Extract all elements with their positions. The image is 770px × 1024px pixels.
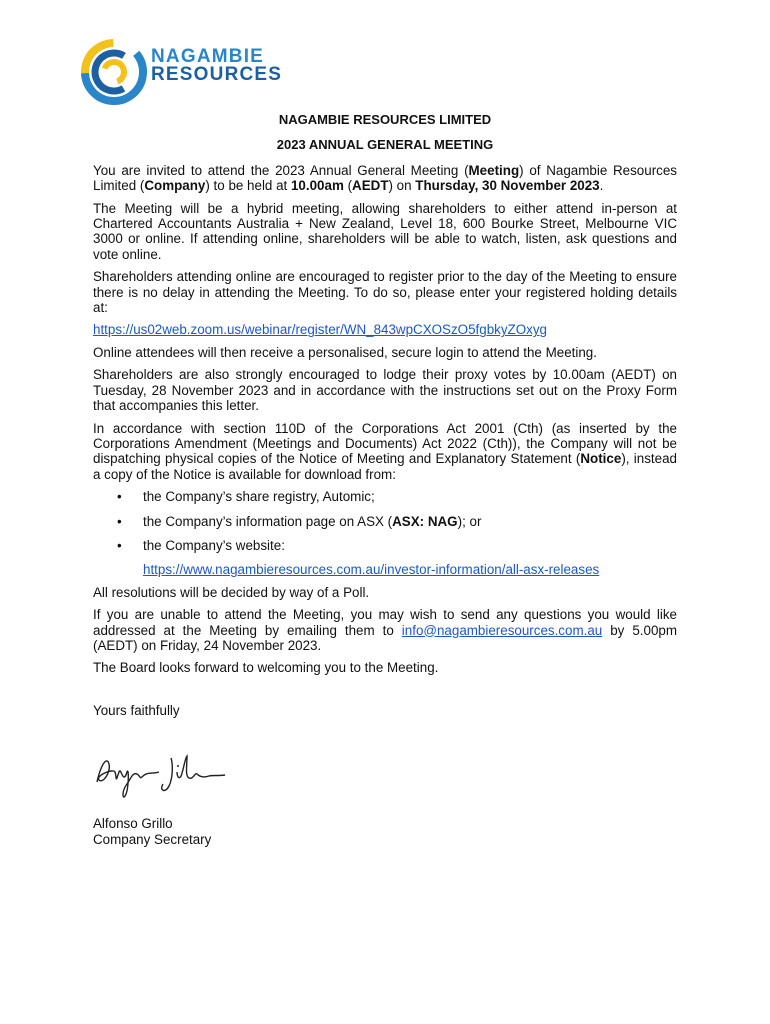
- notice-paragraph: In accordance with section 110D of the Corporations Act 2001 (Cth) (as inserted by the Corporations Amendment (Meetings and Documents) Act 2022 (Cth)), the Company will not be dispatching physical copies of the Notice of Meeting and Explanatory Statement (Notice), instead a copy of the Notice is available for download from:: [93, 420, 677, 482]
- zoom-registration-link[interactable]: https://us02web.zoom.us/webinar/register/WN_843wpCXOSzO5fgbkyZOxyg: [93, 322, 547, 338]
- handwritten-signature: [93, 742, 233, 802]
- company-title: NAGAMBIE RESOURCES LIMITED: [278, 112, 492, 127]
- invitation-paragraph: You are invited to attend the 2023 Annual General Meeting (Meeting) of Nagambie Resources Limited (Company) to be held at 10.00am (AEDT) on Thursday, 30 November 2023.: [93, 162, 678, 194]
- asx-releases-link[interactable]: https://www.nagambieresources.com.au/investor-information/all-asx-releases: [143, 562, 600, 578]
- list-item: • the Company’s information page on ASX (ASX: NAG); or: [117, 513, 482, 529]
- welcome-paragraph: The Board looks forward to welcoming you to the Meeting.: [93, 660, 439, 676]
- list-item: • the Company’s website:: [117, 537, 285, 553]
- zoom-link-line: [93, 322, 677, 337]
- bullet-glyph: •: [117, 513, 122, 529]
- download-sources-list: [93, 489, 677, 553]
- logo-swirl-icon: [80, 36, 150, 106]
- letter-body: [93, 112, 677, 847]
- bullet-glyph: •: [117, 537, 122, 553]
- logo-wordmark-line2: RESOURCES: [151, 64, 283, 85]
- email-link[interactable]: info@nagambieresources.com.au: [401, 622, 603, 638]
- hybrid-meeting-paragraph: The Meeting will be a hybrid meeting, allowing shareholders to either attend in-person at Chartered Accountants Australia + New Zealand, Level 18, 600 Bourke Street, Melbourne VIC 3000 or online. If attending online, shareholders will be able to watch, listen, ask questions and vote online.: [93, 200, 677, 262]
- meeting-title: 2023 ANNUAL GENERAL MEETING: [276, 137, 494, 153]
- bullet-glyph: •: [117, 489, 122, 505]
- company-logo: [80, 36, 295, 106]
- logo-wordmark-line1: NAGAMBIE: [151, 46, 265, 67]
- website-link-line: [93, 562, 677, 577]
- signer-name: Alfonso Grillo: [93, 816, 173, 832]
- online-registration-paragraph: Shareholders attending online are encouraged to register prior to the day of the Meeting to ensure there is no delay in attending the Meeting. To do so, please enter your registered holding details at:: [93, 269, 677, 316]
- closing-salutation: Yours faithfully: [93, 702, 180, 718]
- signer-title: Company Secretary: [93, 831, 212, 847]
- proxy-paragraph: Shareholders are also strongly encouraged to lodge their proxy votes by 10.00am (AEDT) on Tuesday, 28 November 2023 and in accordance with the instructions set out on the Proxy Form that accompanies this letter.: [93, 367, 677, 414]
- online-login-paragraph: Online attendees will then receive a personalised, secure login to attend the Meeting.: [93, 344, 597, 360]
- poll-paragraph: All resolutions will be decided by way of a Poll.: [93, 584, 370, 600]
- questions-paragraph: If you are unable to attend the Meeting, you may wish to send any questions you would like addressed at the Meeting by emailing them to info@nagambieresources.com.au by 5.00pm (AEDT) on Friday, 24 November 2023.: [93, 607, 677, 653]
- list-item: • the Company’s share registry, Automic;: [117, 489, 375, 505]
- signature-block: [93, 703, 677, 847]
